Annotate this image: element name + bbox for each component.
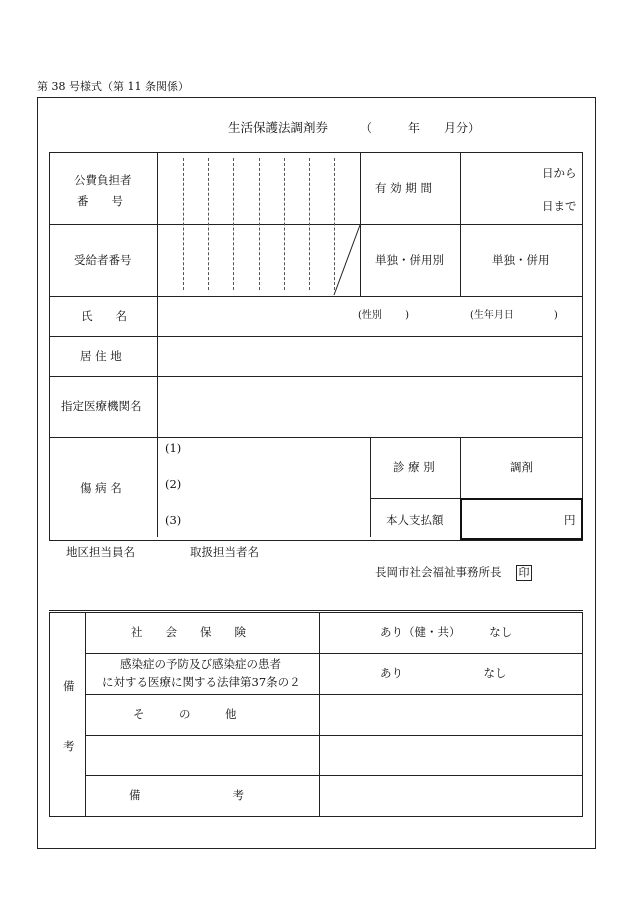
date-from: 日から — [542, 166, 577, 180]
remarks-top-line — [49, 610, 583, 611]
birth-date-field: (生年月日 ) — [470, 310, 558, 321]
single-combined-value: 単独・併用 — [492, 253, 550, 267]
form-number: 第 38 号様式（第 11 条関係） — [37, 80, 189, 93]
col-line — [370, 437, 371, 537]
digit-divider — [259, 158, 260, 290]
district-officer-label: 地区担当員名 — [66, 545, 135, 559]
social-insurance-value: あり（健・共） なし — [380, 625, 513, 639]
remarks-row-line — [85, 694, 583, 695]
remarks-row-line — [85, 735, 583, 736]
seal-stamp: 印 — [516, 565, 532, 581]
name-label: 氏 名 — [81, 309, 127, 323]
row-line — [49, 296, 583, 297]
other-label: そ の 他 — [133, 707, 237, 721]
single-combined-label: 単独・併用別 — [375, 253, 444, 267]
col-line — [460, 152, 461, 296]
remarks-side-label-1: 備 — [63, 679, 75, 693]
remarks-side-label-2: 考 — [63, 739, 75, 753]
infection-law-label-1: 感染症の予防及び感染症の患者 — [120, 657, 281, 671]
remarks-col-line — [319, 612, 320, 817]
col-line — [157, 152, 158, 537]
infection-law-value: あり なし — [380, 666, 507, 680]
disease-3: (3) — [165, 513, 182, 527]
digit-divider — [183, 158, 184, 290]
office-head: 長岡市社会福祉事務所長 — [375, 565, 502, 579]
form-title: 生活保護法調剤券 — [228, 120, 329, 135]
yen-unit: 円 — [564, 513, 576, 527]
remarks-row-line — [85, 653, 583, 654]
row-line — [49, 336, 583, 337]
social-insurance-label: 社 会 保 険 — [131, 625, 246, 639]
valid-period-label: 有 効 期 間 — [375, 181, 432, 195]
row-line — [49, 376, 583, 377]
row-line — [49, 224, 583, 225]
remarks-row-label: 備 考 — [129, 788, 244, 802]
remarks-col-line — [85, 612, 86, 817]
address-label: 居 住 地 — [80, 349, 122, 363]
title-period: （ 年 月分） — [360, 121, 481, 135]
disease-name-label: 傷 病 名 — [80, 481, 122, 495]
digit-divider — [233, 158, 234, 290]
burden-number-label-2: 番 号 — [77, 194, 123, 208]
remarks-row-line — [85, 775, 583, 776]
recipient-number-label: 受給者番号 — [74, 253, 132, 267]
diagonal-slash — [333, 224, 361, 296]
main-table — [49, 152, 583, 541]
digit-divider — [309, 158, 310, 290]
handling-officer-label: 取扱担当者名 — [190, 545, 259, 559]
row-line — [49, 437, 583, 438]
treatment-value: 調剤 — [510, 460, 533, 474]
digit-divider — [208, 158, 209, 290]
date-to: 日まで — [542, 199, 577, 213]
treatment-type-label: 診 療 別 — [393, 460, 435, 474]
disease-1: (1) — [165, 441, 182, 455]
burden-number-label: 公費負担者 — [74, 173, 132, 187]
remarks-table — [49, 612, 583, 817]
infection-law-label-2: に対する医療に関する法律第37条の２ — [102, 675, 301, 689]
sex-field: (性別 ) — [358, 310, 409, 321]
self-payment-label: 本人支払額 — [386, 513, 444, 527]
digit-divider — [284, 158, 285, 290]
designated-institution-label: 指定医療機関名 — [61, 399, 142, 413]
disease-2: (2) — [165, 477, 182, 491]
